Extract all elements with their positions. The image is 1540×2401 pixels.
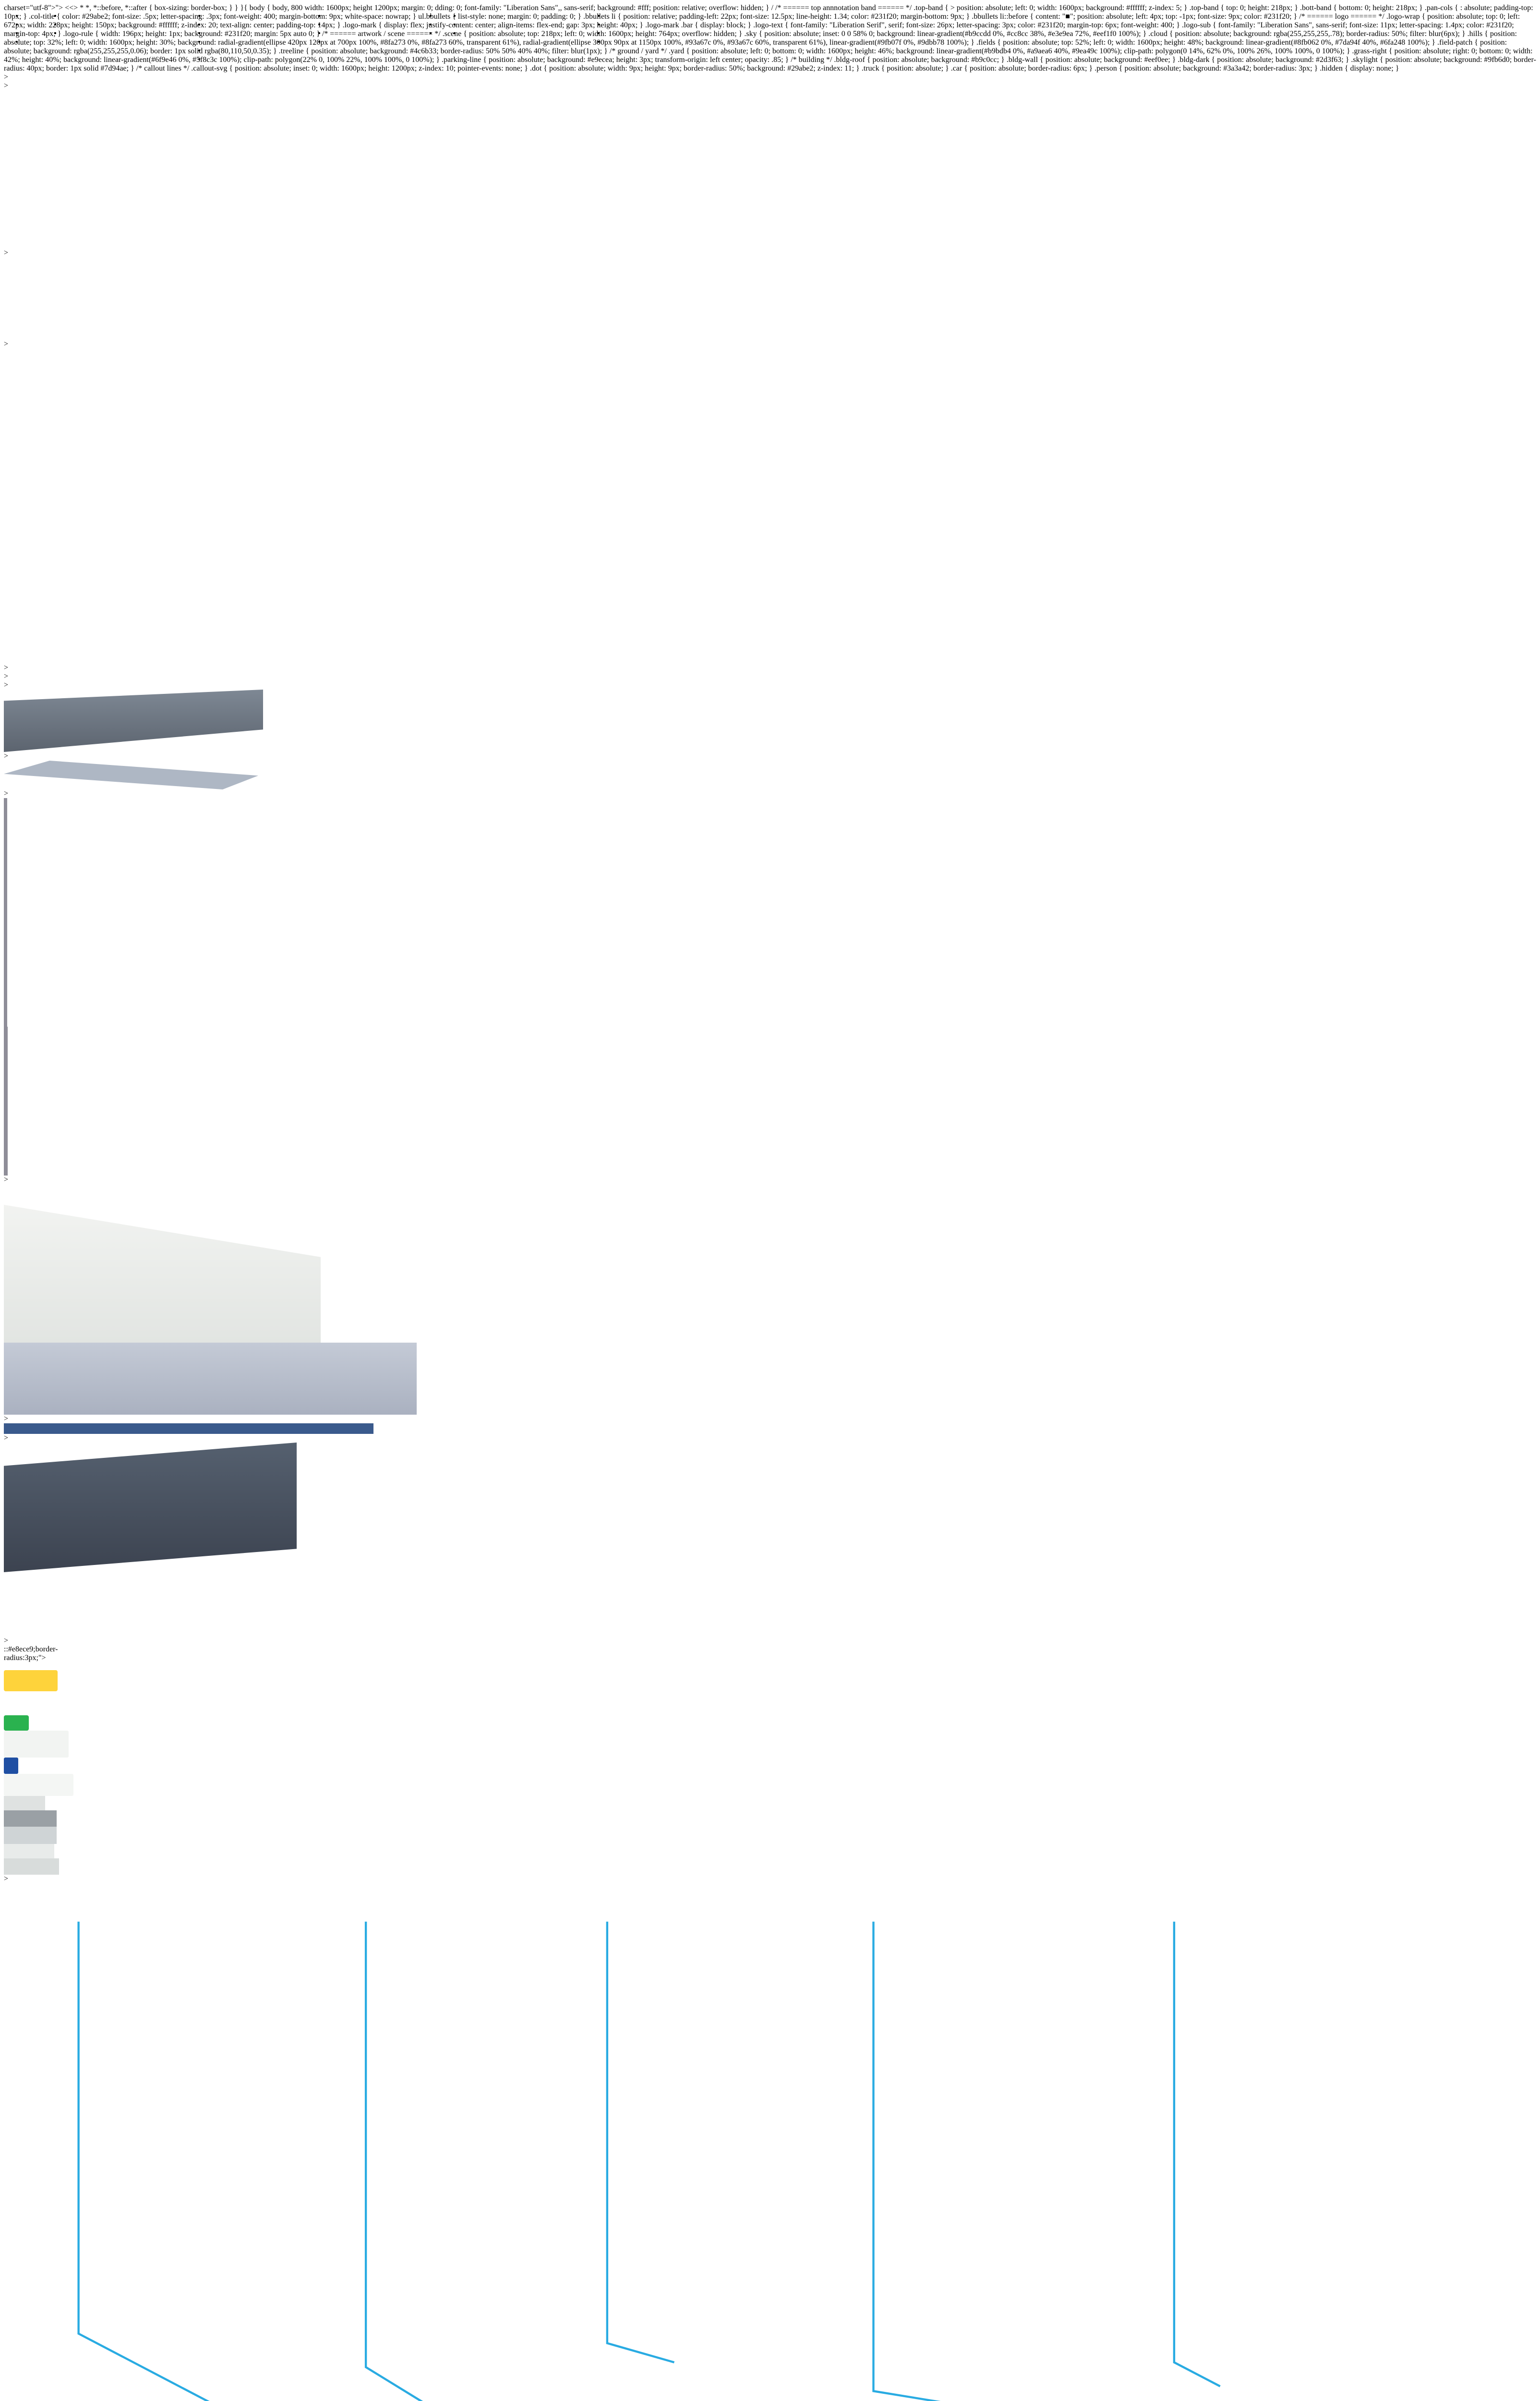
tree (4, 503, 37, 546)
hall-roof (4, 1343, 417, 1415)
canopy-column (4, 870, 7, 947)
parking-line (60, 394, 1480, 968)
person (4, 1612, 7, 1624)
cloud (4, 196, 1536, 225)
callout-line-roof (607, 1922, 674, 2363)
bullet (437, 12, 581, 20)
person (4, 1624, 7, 1637)
bullet (205, 29, 402, 37)
bullet (61, 12, 172, 20)
parking-line (6, 667, 73, 694)
bottom-section-offices (186, 4, 402, 71)
canopy-column (4, 1103, 8, 1176)
cloud (4, 90, 148, 116)
callout-line-production-upgrade (1174, 1922, 1220, 2387)
car (4, 1844, 54, 1858)
parking-line (7, 666, 83, 696)
cloud (4, 160, 1536, 179)
bullet (605, 20, 751, 29)
cloud (4, 225, 1540, 249)
bullet (605, 29, 751, 37)
canopy-column (4, 947, 7, 1027)
tree (4, 601, 71, 664)
bullet (61, 29, 172, 37)
warrehouse-interior (4, 1443, 297, 1572)
bullet (437, 20, 581, 29)
bullet (205, 20, 402, 29)
parking-line (7, 666, 83, 696)
callout-line-facade (366, 1922, 475, 2401)
bottom-section-floor (418, 4, 581, 45)
car (4, 1810, 57, 1827)
canopy-column (4, 798, 7, 870)
bottom-section-hall-installations (586, 4, 751, 54)
canopy-underside (4, 690, 263, 752)
field-patch (4, 321, 205, 340)
cloud (4, 116, 157, 137)
cloud (4, 137, 177, 160)
bottom-section-outside-areas (42, 4, 172, 45)
tree (4, 349, 61, 406)
tree (4, 546, 76, 601)
callout-line-docks (79, 1922, 243, 2401)
parking-line (6, 670, 59, 692)
parking-line (6, 670, 59, 692)
truck (4, 1691, 61, 1715)
bullet (205, 55, 402, 63)
bullet-list-offices (186, 12, 402, 63)
truck (4, 1715, 29, 1731)
bullet (205, 12, 402, 20)
person (4, 1572, 1536, 1585)
canopy-roof (4, 761, 258, 789)
tree (4, 406, 66, 457)
callout-lines (4, 1883, 1536, 2401)
truck (4, 1774, 73, 1796)
truck (4, 1731, 69, 1758)
canopy-column (4, 1027, 8, 1103)
bullet (437, 29, 581, 37)
roof-trim (4, 1423, 373, 1434)
parking-line (7, 667, 78, 695)
car (4, 1858, 59, 1875)
truck: ::#e8ece9;border-radius:3px;"> (4, 1645, 58, 1662)
person (4, 1585, 8, 1599)
office-block-wall (4, 1184, 321, 1343)
bullet (61, 20, 172, 29)
bullet-list-outside-areas (42, 12, 172, 37)
cloud (4, 179, 1536, 196)
truck (4, 1670, 58, 1691)
bullet (205, 37, 402, 46)
bullet (205, 46, 402, 55)
truck (4, 1758, 18, 1774)
bullet (605, 37, 751, 46)
bullet-list-hall-installations (586, 12, 751, 46)
tree (4, 457, 71, 503)
car (4, 1827, 57, 1844)
bullet (605, 12, 751, 20)
callout-line-supporting-structure (873, 1922, 962, 2401)
car (4, 1796, 45, 1810)
truck (4, 1661, 18, 1670)
person (4, 1599, 7, 1612)
buildinging-rendering: > > > > > > > > > > > > ::#e8ece9;border-radius:3px;"> (4, 82, 1536, 1875)
bullet-list-floor (418, 12, 581, 37)
